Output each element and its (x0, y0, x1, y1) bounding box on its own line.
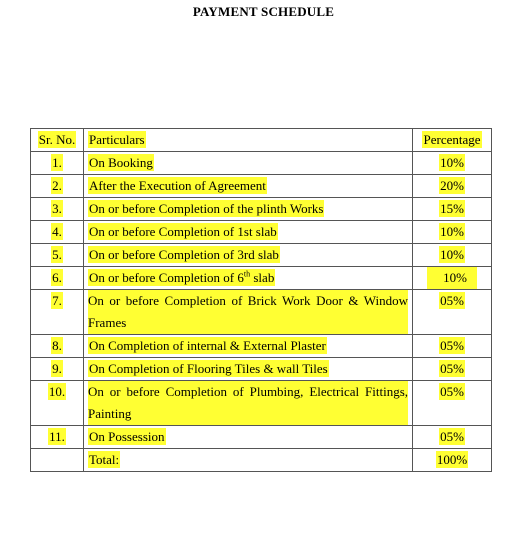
row-sr-no: 9. (31, 358, 84, 381)
table-row (31, 358, 492, 381)
table-row (31, 152, 492, 175)
row-sr-no: 4. (31, 221, 84, 244)
row-percentage: 10% (413, 267, 492, 290)
header-particulars: Particulars (84, 129, 413, 152)
page-title (0, 4, 527, 20)
title-text: PAYMENT SCHEDULE (192, 4, 335, 19)
table-row (31, 381, 492, 426)
row-sr-no: 3. (31, 198, 84, 221)
ordinal-superscript: th (243, 269, 251, 279)
row-particulars: On Possession (84, 426, 413, 449)
row-sr-no: 8. (31, 335, 84, 358)
table-row (31, 290, 492, 335)
row-percentage: 05% (413, 358, 492, 381)
row-percentage: 10% (413, 152, 492, 175)
row-percentage: 05% (413, 381, 492, 426)
total-sr-empty (31, 449, 84, 472)
total-percentage: 100% (413, 449, 492, 472)
row-particulars: On or before Completion of 3rd slab (84, 244, 413, 267)
total-label-cell: Total: (84, 449, 413, 472)
row-particulars: On or before Completion of 6th slab (84, 267, 413, 290)
row-sr-no: 7. (31, 290, 84, 335)
row-particulars: On Completion of Flooring Tiles & wall Tiles (84, 358, 413, 381)
row-percentage: 10% (413, 244, 492, 267)
row-sr-no: 10. (31, 381, 84, 426)
table-row (31, 221, 492, 244)
row-percentage: 05% (413, 426, 492, 449)
table-row (31, 335, 492, 358)
table-row (31, 267, 492, 290)
table-row (31, 244, 492, 267)
row-percentage: 05% (413, 335, 492, 358)
table-header-row (31, 129, 492, 152)
row-percentage: 05% (413, 290, 492, 335)
row-particulars: On Completion of internal & External Plaster (84, 335, 413, 358)
row-percentage: 10% (413, 221, 492, 244)
row-particulars: On or before Completion of 1st slab (84, 221, 413, 244)
payment-schedule-table (30, 128, 492, 472)
row-particulars: On or before Completion of Brick Work Door & Window Frames (84, 290, 413, 335)
table-total-row (31, 449, 492, 472)
row-sr-no: 6. (31, 267, 84, 290)
table-row (31, 175, 492, 198)
row-sr-no: 2. (31, 175, 84, 198)
row-particulars: On or before Completion of Plumbing, Electrical Fittings, Painting (84, 381, 413, 426)
row-sr-no: 5. (31, 244, 84, 267)
row-particulars: On or before Completion of the plinth Works (84, 198, 413, 221)
row-particulars: After the Execution of Agreement (84, 175, 413, 198)
header-percentage: Percentage (413, 129, 492, 152)
row-particulars: On Booking (84, 152, 413, 175)
row-sr-no: 1. (31, 152, 84, 175)
table-row (31, 426, 492, 449)
header-sr-no: Sr. No. (31, 129, 84, 152)
row-percentage: 15% (413, 198, 492, 221)
table-row (31, 198, 492, 221)
row-percentage: 20% (413, 175, 492, 198)
row-sr-no: 11. (31, 426, 84, 449)
